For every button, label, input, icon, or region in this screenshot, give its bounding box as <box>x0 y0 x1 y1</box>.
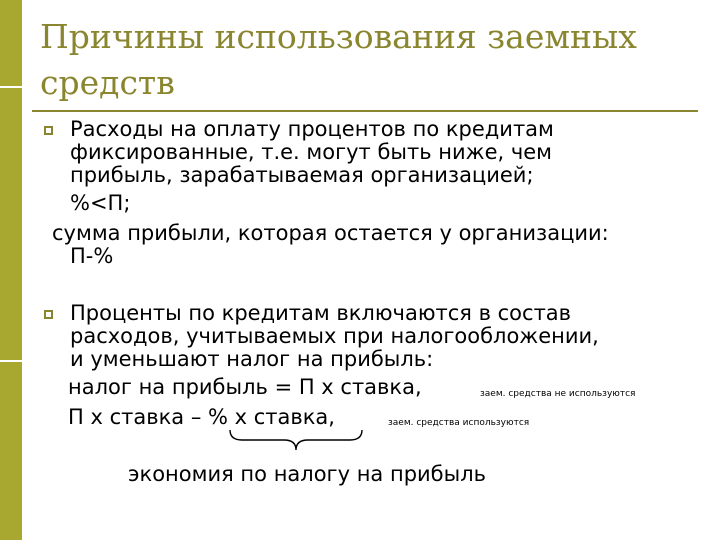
formula-tax-without-loans: налог на прибыль = П х ставка, <box>68 375 422 399</box>
bullet-2-line-1: Проценты по кредитам включаются в состав <box>70 301 572 325</box>
bullet-1-line-4: %<П; <box>70 191 131 215</box>
formula-tax-without-loans-note: заем. средства не используются <box>480 389 636 399</box>
square-bullet-icon <box>44 126 53 135</box>
bullet-2-line-2: расходов, учитываемых при налогообложении, <box>70 324 599 348</box>
sidebar-accent-bar <box>0 0 22 540</box>
sidebar-divider <box>0 360 22 362</box>
bullet-1-line-1: Расходы на оплату процентов по кредитам <box>70 117 554 141</box>
bullet-1-line-3: прибыль, зарабатываемая организацией; <box>70 163 534 187</box>
formula-tax-with-loans: П х ставка – % х ставка, <box>68 405 335 429</box>
remaining-profit-line-1: сумма прибыли, которая остается у организации: <box>52 221 609 245</box>
title-underline <box>32 110 698 112</box>
bullet-2-line-3: и уменьшают налог на прибыль: <box>70 347 434 371</box>
slide-title-line-1: Причины использования заемных <box>40 17 637 56</box>
sidebar-divider <box>0 86 22 88</box>
slide-title-line-2: средств <box>40 63 175 102</box>
bullet-1-line-2: фиксированные, т.е. могут быть ниже, чем <box>70 140 553 164</box>
curly-brace-icon <box>228 428 364 454</box>
remaining-profit-line-2: П-% <box>70 244 114 268</box>
square-bullet-icon <box>44 310 53 319</box>
formula-tax-with-loans-note: заем. средства используются <box>388 418 530 428</box>
tax-savings-label: экономия по налогу на прибыль <box>128 462 487 486</box>
slide-title <box>40 14 680 106</box>
